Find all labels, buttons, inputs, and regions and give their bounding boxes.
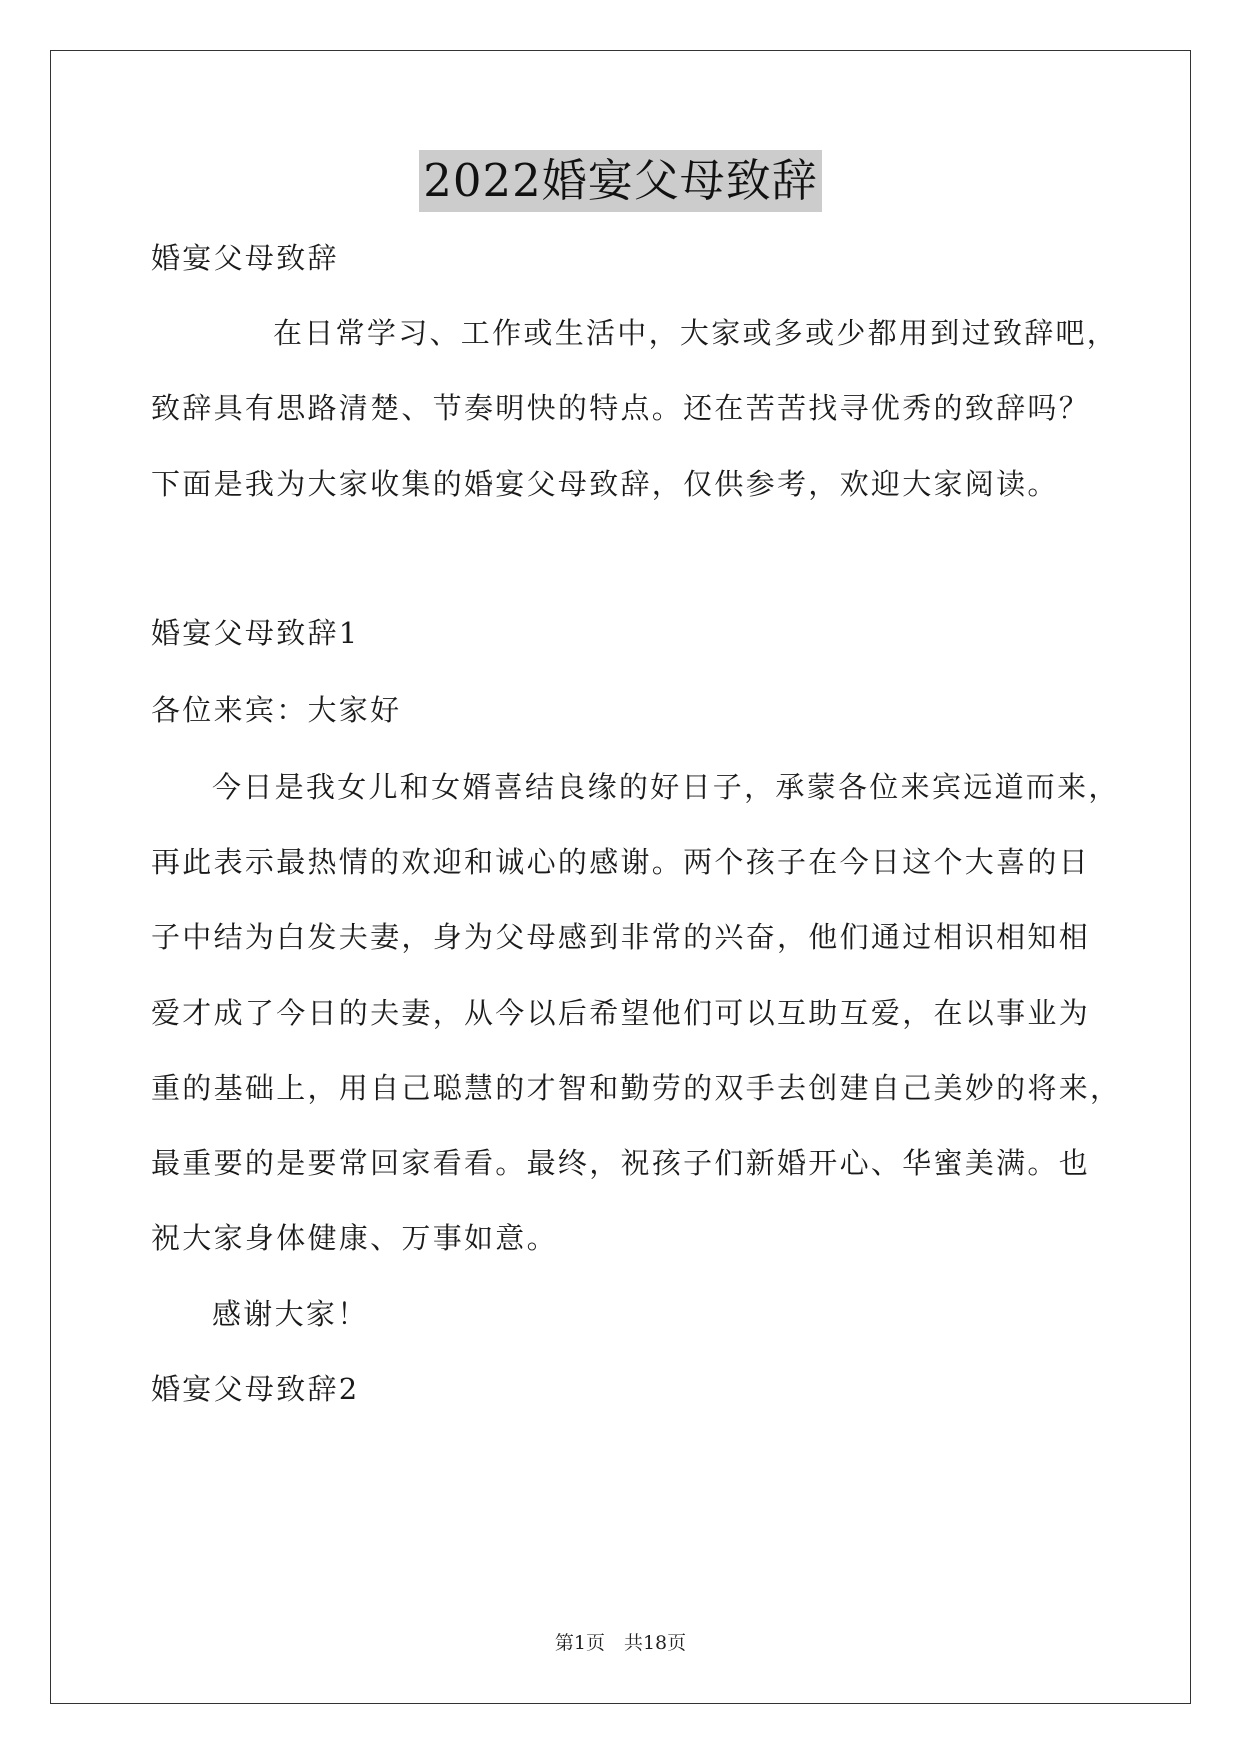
intro-line-3: 下面是我为大家收集的婚宴父母致辞，仅供参考，欢迎大家阅读。 (151, 467, 1059, 501)
greeting: 各位来宾：大家好 (151, 693, 402, 727)
body-line-7: 祝大家身体健康、万事如意。 (151, 1221, 558, 1255)
body-line-1: 今日是我女儿和女婿喜结良缘的好日子，承蒙各位来宾远道而来， (212, 770, 1120, 804)
body-line-6: 最重要的是要常回家看看。最终，祝孩子们新婚开心、华蜜美满。也 (151, 1146, 1091, 1180)
body-line-3: 子中结为白发夫妻，身为父母感到非常的兴奋，他们通过相识相知相 (151, 920, 1091, 954)
body-line-2: 再此表示最热情的欢迎和诚心的感谢。两个孩子在今日这个大喜的日 (151, 845, 1091, 879)
intro-line-1: 在日常学习、工作或生活中，大家或多或少都用到过致辞吧， (273, 316, 1119, 350)
subtitle: 婚宴父母致辞 (151, 241, 339, 275)
page-footer: 第1页 共18页 (554, 1632, 687, 1654)
thanks-line: 感谢大家！ (212, 1297, 369, 1331)
intro-line-2: 致辞具有思路清楚、节奏明快的特点。还在苦苦找寻优秀的致辞吗？ (151, 391, 1091, 425)
section-2-heading: 婚宴父母致辞2 (151, 1372, 360, 1406)
title-container (0, 150, 1241, 212)
body-line-4: 爱才成了今日的夫妻，从今以后希望他们可以互助互爱，在以事业为 (151, 996, 1091, 1030)
section-1-heading: 婚宴父母致辞1 (151, 616, 360, 650)
body-line-5: 重的基础上，用自己聪慧的才智和勤劳的双手去创建自己美妙的将来， (151, 1071, 1122, 1105)
document-title: 2022婚宴父母致辞 (419, 150, 822, 212)
